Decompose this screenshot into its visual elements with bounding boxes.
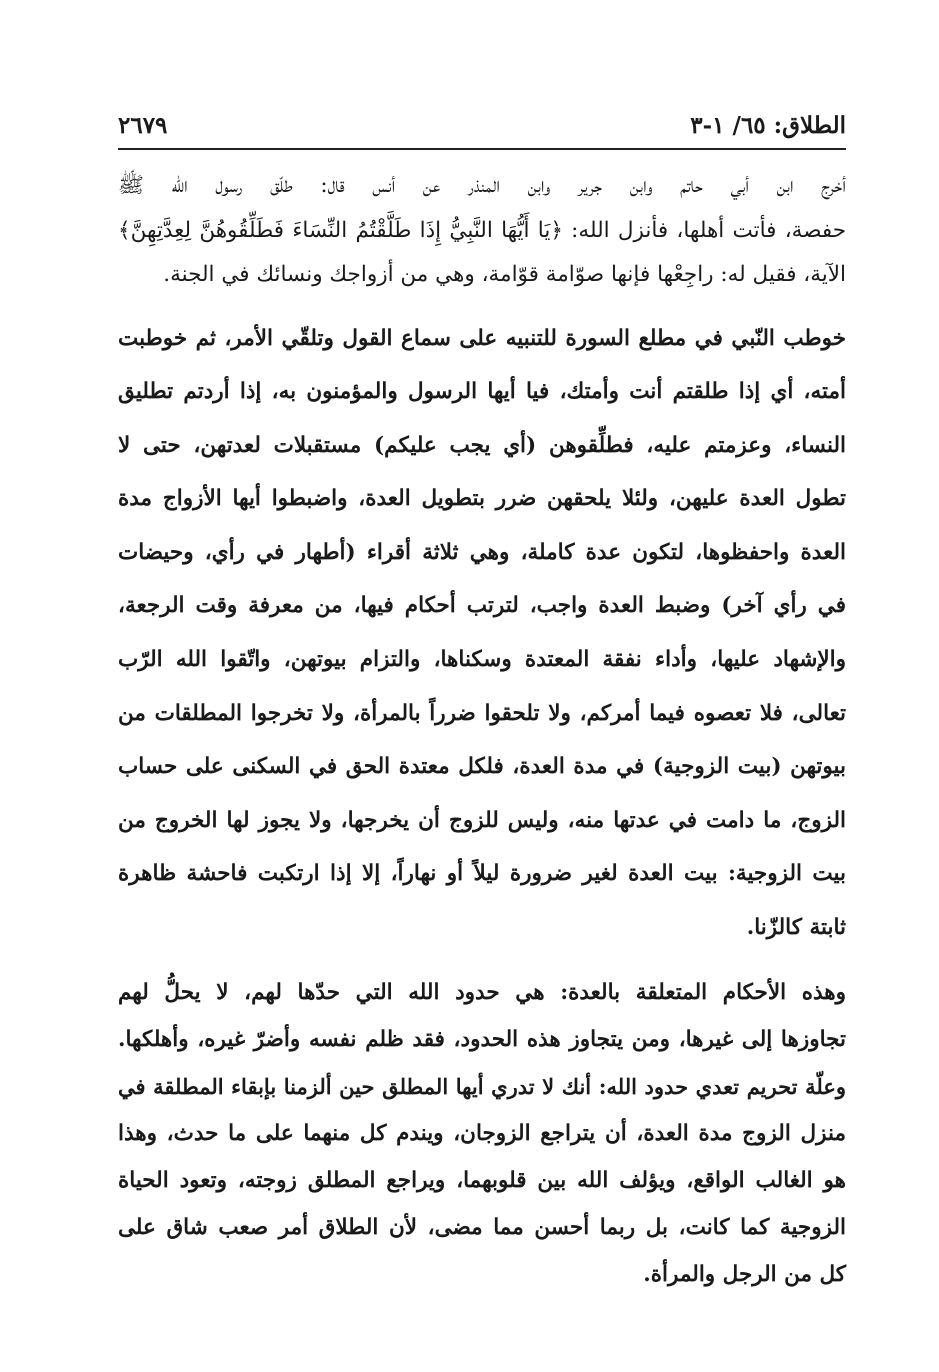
running-title: الطلاق: ٦٥/ ١-٣ <box>690 112 846 139</box>
text-line: وهذه الأحكام المتعلقة بالعدة: هي حدود الله التي حدّها لهم، لا يحلُّ لهم <box>118 979 846 1005</box>
page-header <box>118 108 846 150</box>
text-line: خوطب النّبي في مطلع السورة للتنبيه على سماع القول وتلقّي الأمر، ثم خوطبت <box>118 325 846 351</box>
book-page <box>118 108 846 1298</box>
text-line: والإشهاد عليها، وأداء نفقة المعتدة وسكناها، والتزام بيوتهن، واتّقوا الله الرّب <box>118 647 846 673</box>
text-line: الزوج، ما دامت في عدتها منه، وليس للزوج أن يخرجها، ولا يجوز لها الخروج من <box>118 807 846 833</box>
tafsir-paragraph <box>118 312 846 955</box>
text-line: منزل الزوج مدة العدة، أن يتراجع الزوجان، ويندم كل منهما على ما حدث، وهذا <box>118 1120 846 1146</box>
text-line: في رأي آخر) وضبط العدة واجب، لترتب أحكام فيها، من معرفة وقت الرجعة، <box>118 593 846 619</box>
text-line: أخرج ابن أبي حاتم وابن جرير وابن المنذر عن أنس قال: طلّق رسول الله ﷺ <box>118 173 846 198</box>
text-line: العدة واحفظوها، لتكون عدة كاملة، وهي ثلاثة أقراء (أطهار في رأي، وحيضات <box>118 539 846 565</box>
text-line: تطول العدة عليهن، ولئلا يلحقهن ضرر بتطويل العدة، واضبطوا أيها الأزواج مدة <box>118 486 846 512</box>
text-line: الزوجية كما كانت، بل ربما أحسن مما مضى، لأن الطلاق أمر صعب شاق على <box>118 1214 846 1240</box>
text-line: بيت الزوجية: بيت العدة لغير ضرورة ليلاً أو نهاراً، إلا إذا ارتكبت فاحشة ظاهرة <box>118 861 846 887</box>
text-line: ثابتة كالزّنا. <box>746 915 846 941</box>
text-line: هو الغالب الواقع، ويؤلف الله بين قلوبهما، ويراجع المطلق زوجته، وتعود الحياة <box>118 1167 846 1193</box>
text-line: النساء، وعزمتم عليه، فطلِّقوهن (أي يجب عليكم) مستقبلات لعدتهن، حتى لا <box>118 432 846 458</box>
text-line: وعلّة تحريم تعدي حدود الله: أنك لا تدري أيها المطلق حين ألزمنا بإبقاء المطلقة في <box>118 1073 846 1099</box>
text-line: الآية، فقيل له: راجِعْها فإنها صوّامة قوّامة، وهي من أزواجك ونسائك في الجنة. <box>163 262 846 287</box>
text-line: حفصة، فأتت أهلها، فأنزل الله: ﴿يَا أَيُّهَا النَّبِيُّ إِذَا طَلَّقْتُمُ النِّسَاءَ فَطَلِّقُوهُنَّ لِعِدَّتِهِنَّ﴾ <box>118 217 846 243</box>
page-number: ٢٦٧٩ <box>118 112 168 139</box>
text-line: تجاوزها إلى غيرها، ومن يتجاوز هذه الحدود، فقد ظلم نفسه وأضرّ غيره، وأهلكها. <box>118 1026 846 1052</box>
text-line: تعالى، فلا تعصوه فيما أمركم، ولا تلحقوا ضرراً بالمرأة، ولا تخرجوا المطلقات من <box>118 700 846 726</box>
hadith-narration-paragraph <box>118 164 846 298</box>
ruling-paragraph <box>118 969 846 1298</box>
text-line: كل من الرجل والمرأة. <box>643 1261 846 1287</box>
text-line: بيوتهن (بيت الزوجية) في مدة العدة، فلكل معتدة الحق في السكنى على حساب <box>118 754 846 780</box>
text-line: أمته، أي إذا طلقتم أنت وأمتك، فيا أيها الرسول والمؤمنون به، إذا أردتم تطليق <box>118 379 846 405</box>
